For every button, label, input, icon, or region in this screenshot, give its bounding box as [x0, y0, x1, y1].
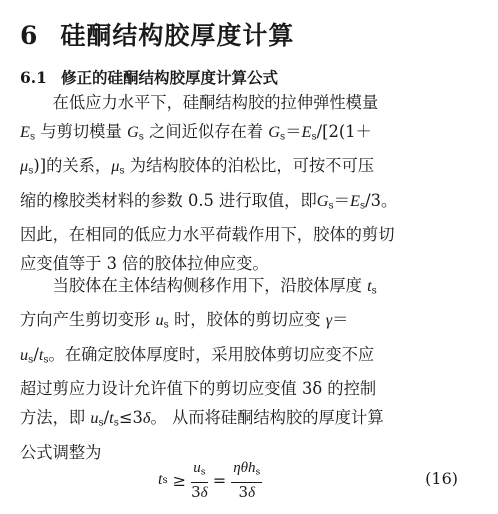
para2-line2: 方向产生剪切变形 $u_s$ 时，胶体的剪切应变 γ＝ — [20, 310, 349, 331]
para2-line3: $u_s/t_s$。在确定胶体厚度时，采用胶体剪切应变不应 — [20, 344, 375, 366]
subsection-title: 修正的硅酮结构胶厚度计算公式 — [60, 68, 278, 87]
subsection-number: 6.1 — [20, 68, 47, 87]
section-title: 硅酮结构胶厚度计算 — [60, 21, 295, 50]
subsection-heading — [20, 66, 278, 88]
section-heading — [20, 16, 294, 52]
para2-line6: 公式调整为 — [20, 442, 102, 462]
equation-body: t s ≥ $\frac{u_s}{3\delta}$ = $\frac{\eta\theta h_s}{3\delta}$ — [158, 460, 261, 501]
paragraph-modulus-relation — [20, 89, 478, 279]
para1-line6: 应变值等于 3 倍的胶体拉伸应变。 — [20, 254, 269, 274]
section-number: 6 — [20, 21, 39, 50]
para2-line4: 超过剪应力设计允许值下的剪切应变值 3δ 的控制 — [20, 379, 377, 399]
para1-line4: 缩的橡胶类材料的参数 0.5 进行取值，即$G_s=E_s/3$。 — [20, 190, 398, 212]
fraction-us-over-3delta: $\frac{u_s}{3\delta}$ — [191, 460, 208, 501]
para2-line5: 方法，即 $u_s/t_s\le 3\delta$。 从而将硅酮结构胶的厚度计算 — [20, 408, 384, 429]
fraction-eta-theta-hs-over-3delta: $\frac{\eta\theta h_s}{3\delta}$ — [233, 460, 261, 501]
equation-number: (16) — [425, 469, 458, 488]
para1-line2: $E_s$ 与剪切模量 $G_s$ 之间近似存在着 $G_s=E_s/[2(1+$ — [20, 121, 372, 143]
para1-line1: 在低应力水平下，硅酮结构胶的拉伸弹性模量 — [52, 93, 379, 112]
paragraph-shear-strain — [20, 272, 478, 468]
para1-line3: $\mu_s$)]的关系，$\mu_s$ 为结构胶体的泊松比，可按不可压 — [20, 156, 375, 177]
para1-line5: 因此，在相同的低应力水平荷载作用下，胶体的剪切 — [20, 225, 395, 245]
equation-16 — [0, 457, 498, 503]
para2-line1: 当胶体在主体结构侧移作用下，沿胶体厚度 $t_s$ — [52, 276, 377, 297]
